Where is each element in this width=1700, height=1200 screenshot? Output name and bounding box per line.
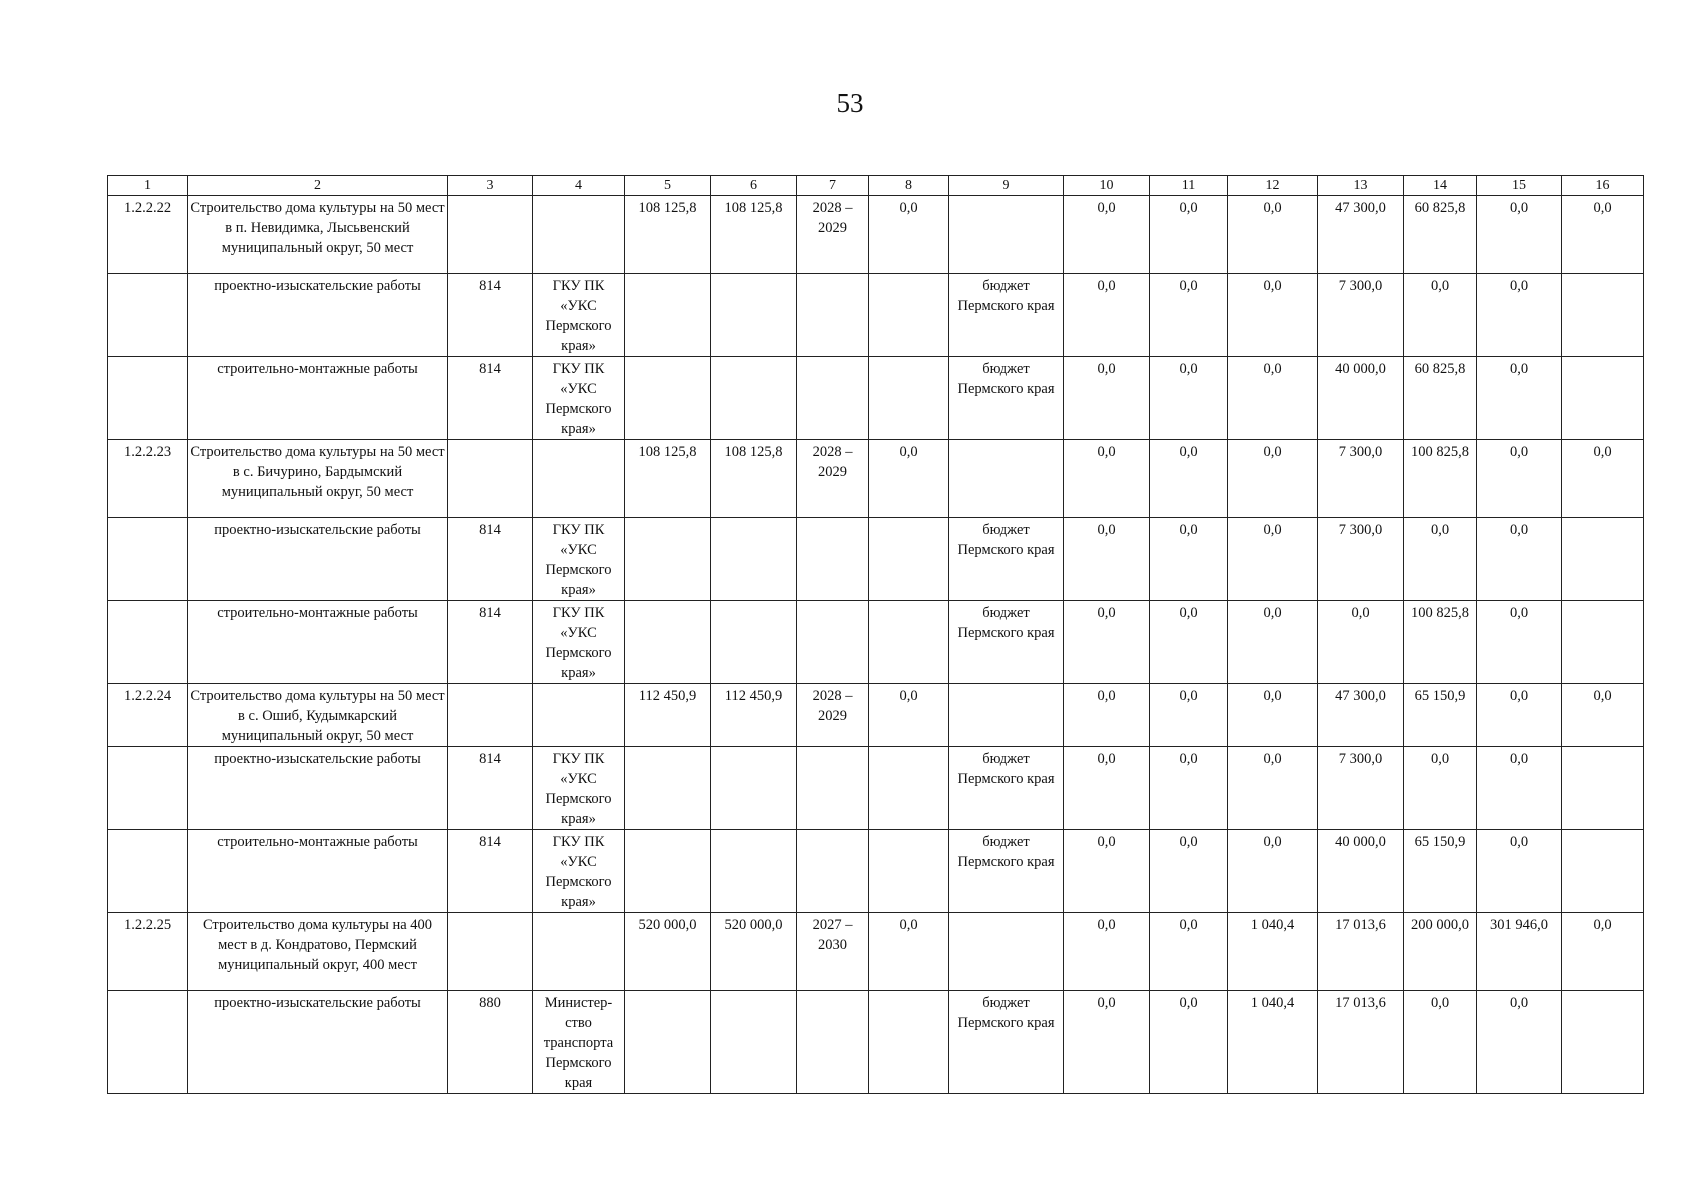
column-number-13: 13 [1318,176,1404,196]
cell-col-4: ГКУ ПК «УКС Пермского края» [533,601,625,684]
cell-col-6: 108 125,8 [711,196,797,274]
cell-col-9: бюджет Пермского края [949,991,1064,1094]
cell-col-13: 40 000,0 [1318,357,1404,440]
cell-col-10: 0,0 [1064,913,1150,991]
cell-col-16 [1562,601,1644,684]
cell-col-11: 0,0 [1150,830,1228,913]
cell-col-4: ГКУ ПК «УКС Пермского края» [533,747,625,830]
cell-col-16 [1562,274,1644,357]
column-number-12: 12 [1228,176,1318,196]
work-type-row [108,747,1644,830]
cell-col-9 [949,196,1064,274]
cell-col-13: 7 300,0 [1318,440,1404,518]
cell-col-2: проектно-изыскательские работы [188,274,448,357]
cell-col-8: 0,0 [869,196,949,274]
cell-col-6 [711,991,797,1094]
cell-col-8: 0,0 [869,440,949,518]
cell-col-4 [533,440,625,518]
cell-col-14: 0,0 [1404,747,1477,830]
cell-col-14: 100 825,8 [1404,601,1477,684]
cell-col-7 [797,991,869,1094]
cell-col-13: 7 300,0 [1318,747,1404,830]
cell-col-4: ГКУ ПК «УКС Пермского края» [533,357,625,440]
cell-col-14: 0,0 [1404,274,1477,357]
cell-col-5 [625,991,711,1094]
cell-col-5: 112 450,9 [625,684,711,747]
cell-col-9 [949,913,1064,991]
cell-col-4: ГКУ ПК «УКС Пермского края» [533,274,625,357]
cell-col-5 [625,601,711,684]
page-number: 53 [836,88,864,118]
cell-col-5 [625,518,711,601]
cell-col-15: 0,0 [1477,440,1562,518]
object-row [108,684,1644,747]
column-number-5: 5 [625,176,711,196]
cell-col-16: 0,0 [1562,440,1644,518]
cell-col-9: бюджет Пермского края [949,601,1064,684]
cell-col-13: 17 013,6 [1318,913,1404,991]
cell-col-11: 0,0 [1150,747,1228,830]
cell-col-16 [1562,357,1644,440]
cell-col-12: 0,0 [1228,357,1318,440]
cell-col-6 [711,747,797,830]
cell-col-10: 0,0 [1064,518,1150,601]
cell-col-5 [625,357,711,440]
cell-col-16 [1562,747,1644,830]
cell-col-5 [625,274,711,357]
column-number-14: 14 [1404,176,1477,196]
cell-col-8: 0,0 [869,684,949,747]
cell-col-10: 0,0 [1064,830,1150,913]
work-type-row [108,274,1644,357]
cell-col-14: 100 825,8 [1404,440,1477,518]
cell-col-16: 0,0 [1562,913,1644,991]
cell-col-16 [1562,991,1644,1094]
cell-col-2: Строительство дома культуры на 50 мест в с. Ошиб, Кудымкарский муниципальный округ, 50 мест [188,684,448,747]
cell-col-6 [711,601,797,684]
cell-col-13: 0,0 [1318,601,1404,684]
cell-col-11: 0,0 [1150,601,1228,684]
cell-col-13: 17 013,6 [1318,991,1404,1094]
cell-col-13: 40 000,0 [1318,830,1404,913]
cell-col-7 [797,518,869,601]
cell-col-3: 814 [448,601,533,684]
cell-col-5: 108 125,8 [625,440,711,518]
column-number-7: 7 [797,176,869,196]
cell-col-8 [869,518,949,601]
cell-col-16 [1562,830,1644,913]
cell-col-9: бюджет Пермского края [949,830,1064,913]
cell-col-4: Министер- ство транспорта Пермского края [533,991,625,1094]
cell-col-6: 112 450,9 [711,684,797,747]
table-body [108,196,1644,1094]
cell-col-15: 0,0 [1477,274,1562,357]
cell-col-14: 0,0 [1404,991,1477,1094]
column-number-3: 3 [448,176,533,196]
cell-col-15: 301 946,0 [1477,913,1562,991]
cell-col-9 [949,440,1064,518]
cell-col-9 [949,684,1064,747]
cell-col-2: проектно-изыскательские работы [188,747,448,830]
cell-col-12: 0,0 [1228,601,1318,684]
cell-col-8 [869,991,949,1094]
cell-col-13: 7 300,0 [1318,518,1404,601]
cell-col-5: 520 000,0 [625,913,711,991]
column-number-1: 1 [108,176,188,196]
cell-col-3: 814 [448,357,533,440]
column-number-row [108,176,1644,196]
cell-col-8 [869,830,949,913]
cell-col-15: 0,0 [1477,518,1562,601]
cell-col-7 [797,830,869,913]
cell-col-11: 0,0 [1150,357,1228,440]
cell-col-16: 0,0 [1562,196,1644,274]
cell-col-16: 0,0 [1562,684,1644,747]
cell-col-6 [711,357,797,440]
column-number-6: 6 [711,176,797,196]
column-number-9: 9 [949,176,1064,196]
cell-col-1 [108,274,188,357]
cell-col-1: 1.2.2.25 [108,913,188,991]
cell-col-6 [711,274,797,357]
cell-col-15: 0,0 [1477,684,1562,747]
work-type-row [108,830,1644,913]
cell-col-6 [711,518,797,601]
cell-col-3 [448,440,533,518]
cell-col-8: 0,0 [869,913,949,991]
column-number-16: 16 [1562,176,1644,196]
cell-col-2: Строительство дома культуры на 400 мест в д. Кондратово, Пермский муниципальный округ, 400 мест [188,913,448,991]
cell-col-4: ГКУ ПК «УКС Пермского края» [533,830,625,913]
cell-col-9: бюджет Пермского края [949,518,1064,601]
cell-col-12: 1 040,4 [1228,913,1318,991]
cell-col-4 [533,913,625,991]
cell-col-12: 0,0 [1228,747,1318,830]
cell-col-15: 0,0 [1477,830,1562,913]
cell-col-8 [869,601,949,684]
column-number-8: 8 [869,176,949,196]
cell-col-2: строительно-монтажные работы [188,830,448,913]
cell-col-1: 1.2.2.24 [108,684,188,747]
cell-col-12: 0,0 [1228,518,1318,601]
cell-col-10: 0,0 [1064,991,1150,1094]
cell-col-3 [448,196,533,274]
cell-col-1 [108,747,188,830]
work-type-row [108,357,1644,440]
cell-col-3 [448,913,533,991]
cell-col-5: 108 125,8 [625,196,711,274]
cell-col-5 [625,747,711,830]
cell-col-15: 0,0 [1477,747,1562,830]
cell-col-13: 47 300,0 [1318,684,1404,747]
cell-col-12: 0,0 [1228,440,1318,518]
cell-col-3: 814 [448,747,533,830]
budget-table [107,175,1644,1094]
cell-col-10: 0,0 [1064,196,1150,274]
cell-col-14: 65 150,9 [1404,830,1477,913]
column-number-2: 2 [188,176,448,196]
cell-col-11: 0,0 [1150,440,1228,518]
cell-col-6: 520 000,0 [711,913,797,991]
cell-col-11: 0,0 [1150,196,1228,274]
cell-col-12: 0,0 [1228,274,1318,357]
cell-col-15: 0,0 [1477,991,1562,1094]
cell-col-10: 0,0 [1064,684,1150,747]
cell-col-10: 0,0 [1064,747,1150,830]
cell-col-3: 814 [448,274,533,357]
object-row [108,913,1644,991]
cell-col-9: бюджет Пермского края [949,274,1064,357]
cell-col-1: 1.2.2.23 [108,440,188,518]
cell-col-1 [108,830,188,913]
cell-col-7 [797,274,869,357]
cell-col-11: 0,0 [1150,913,1228,991]
work-type-row [108,601,1644,684]
cell-col-3 [448,684,533,747]
cell-col-12: 0,0 [1228,830,1318,913]
cell-col-15: 0,0 [1477,357,1562,440]
cell-col-14: 60 825,8 [1404,196,1477,274]
cell-col-10: 0,0 [1064,274,1150,357]
cell-col-1 [108,518,188,601]
cell-col-11: 0,0 [1150,274,1228,357]
cell-col-12: 0,0 [1228,196,1318,274]
cell-col-3: 880 [448,991,533,1094]
cell-col-4: ГКУ ПК «УКС Пермского края» [533,518,625,601]
cell-col-14: 65 150,9 [1404,684,1477,747]
cell-col-10: 0,0 [1064,440,1150,518]
cell-col-15: 0,0 [1477,196,1562,274]
cell-col-2: строительно-монтажные работы [188,601,448,684]
cell-col-8 [869,357,949,440]
cell-col-3: 814 [448,830,533,913]
cell-col-14: 60 825,8 [1404,357,1477,440]
cell-col-11: 0,0 [1150,518,1228,601]
cell-col-16 [1562,518,1644,601]
column-number-4: 4 [533,176,625,196]
cell-col-12: 0,0 [1228,684,1318,747]
column-number-10: 10 [1064,176,1150,196]
cell-col-13: 47 300,0 [1318,196,1404,274]
cell-col-5 [625,830,711,913]
cell-col-9: бюджет Пермского края [949,747,1064,830]
cell-col-2: Строительство дома культуры на 50 мест в п. Невидимка, Лысьвенский муниципальный округ, 50 мест [188,196,448,274]
column-number-15: 15 [1477,176,1562,196]
work-type-row [108,991,1644,1094]
cell-col-13: 7 300,0 [1318,274,1404,357]
cell-col-7 [797,747,869,830]
cell-col-11: 0,0 [1150,991,1228,1094]
cell-col-2: проектно-изыскательские работы [188,518,448,601]
cell-col-6 [711,830,797,913]
cell-col-11: 0,0 [1150,684,1228,747]
cell-col-7: 2027 – 2030 [797,913,869,991]
cell-col-7: 2028 – 2029 [797,196,869,274]
cell-col-1 [108,991,188,1094]
cell-col-4 [533,684,625,747]
cell-col-2: проектно-изыскательские работы [188,991,448,1094]
cell-col-7: 2028 – 2029 [797,440,869,518]
cell-col-2: Строительство дома культуры на 50 мест в с. Бичурино, Бардымский муниципальный округ, 50 мест [188,440,448,518]
cell-col-1 [108,357,188,440]
cell-col-1: 1.2.2.22 [108,196,188,274]
cell-col-9: бюджет Пермского края [949,357,1064,440]
cell-col-12: 1 040,4 [1228,991,1318,1094]
object-row [108,440,1644,518]
cell-col-14: 200 000,0 [1404,913,1477,991]
cell-col-7 [797,601,869,684]
cell-col-2: строительно-монтажные работы [188,357,448,440]
cell-col-15: 0,0 [1477,601,1562,684]
cell-col-10: 0,0 [1064,357,1150,440]
cell-col-3: 814 [448,518,533,601]
cell-col-14: 0,0 [1404,518,1477,601]
cell-col-8 [869,747,949,830]
cell-col-6: 108 125,8 [711,440,797,518]
cell-col-1 [108,601,188,684]
cell-col-7: 2028 – 2029 [797,684,869,747]
cell-col-10: 0,0 [1064,601,1150,684]
cell-col-7 [797,357,869,440]
work-type-row [108,518,1644,601]
object-row [108,196,1644,274]
cell-col-4 [533,196,625,274]
cell-col-8 [869,274,949,357]
column-number-11: 11 [1150,176,1228,196]
